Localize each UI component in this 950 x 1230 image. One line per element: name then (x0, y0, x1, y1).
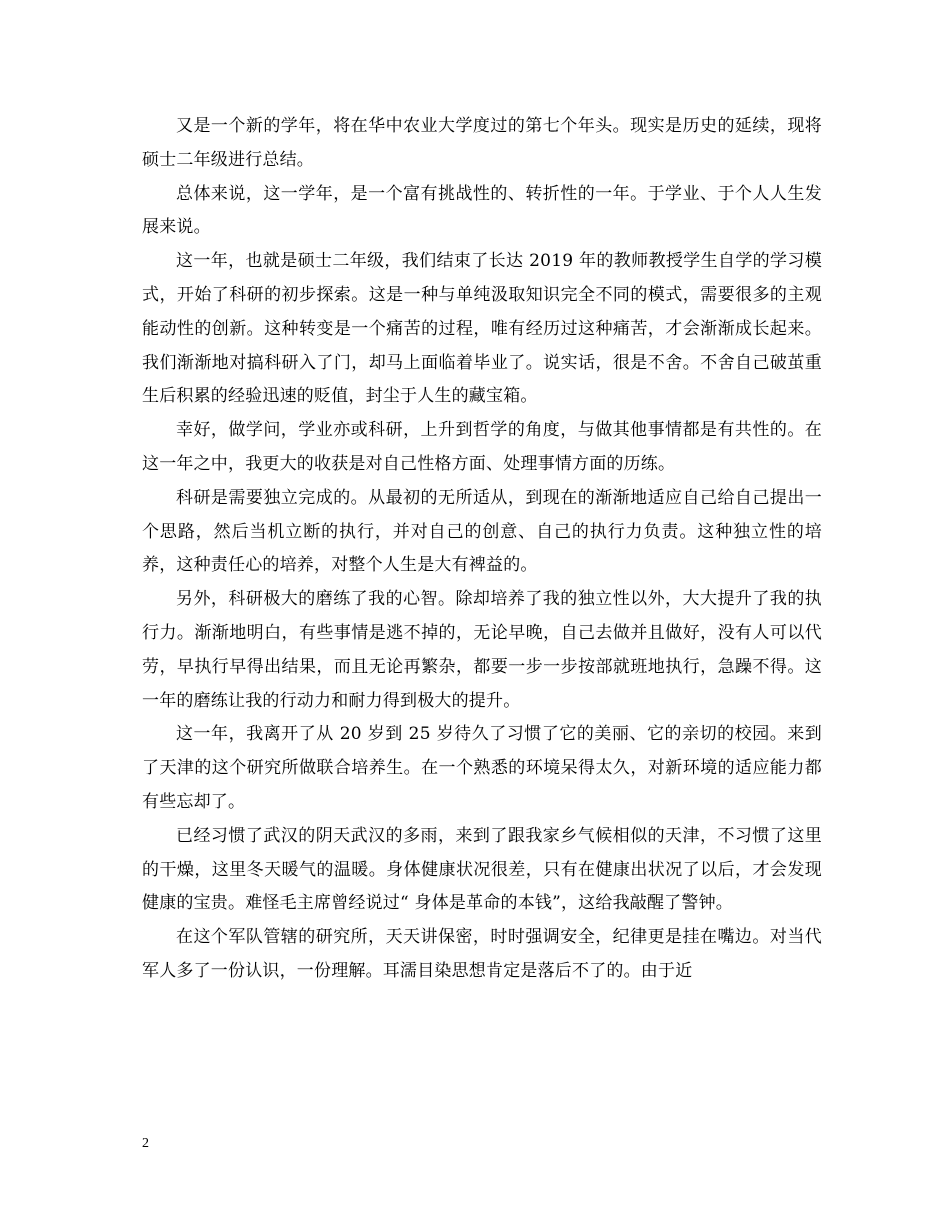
page-number: 2 (142, 1136, 149, 1151)
paragraph-7: 这一年，我离开了从 20 岁到 25 岁待久了习惯了它的美丽、它的亲切的校园。来到了天津的这个研究所做联合培养生。在一个熟悉的环境呆得太久，对新环境的适应能力都有些忘却了。 (142, 724, 822, 812)
paragraph-9: 在这个军队管辖的研究所，天天讲保密，时时强调安全，纪律更是挂在嘴边。对当代军人多了一份认识，一份理解。耳濡目染思想肯定是落后不了的。由于近 (142, 927, 822, 981)
paragraph-3: 这一年，也就是硕士二年级，我们结束了长达 2019 年的教师教授学生自学的学习模式，开始了科研的初步探索。这是一种与单纯汲取知识完全不同的模式，需要很多的主观能动性的创新。这种转变是一个痛苦的过程，唯有经历过这种痛苦，才会渐渐成长起来。我们渐渐地对搞科研入了门，却马上面临着毕业了。说实话，很是不舍。不舍自己破茧重生后积累的经验迅速的贬值，封尘于人生的藏宝箱。 (142, 251, 822, 407)
paragraph-1: 又是一个新的学年，将在华中农业大学度过的第七个年头。现实是历史的延续，现将硕士二年级进行总结。 (142, 116, 822, 170)
paragraph-6: 另外，科研极大的磨练了我的心智。除却培养了我的独立性以外，大大提升了我的执行力。渐渐地明白，有些事情是逃不掉的，无论早晚，自己去做并且做好，没有人可以代劳，早执行早得出结果，而且无论再繁杂，都要一步一步按部就班地执行，急躁不得。这一年的磨练让我的行动力和耐力得到极大的提升。 (142, 589, 822, 711)
paragraph-2: 总体来说，这一学年，是一个富有挑战性的、转折性的一年。于学业、于个人人生发展来说。 (142, 183, 822, 238)
paragraph-8: 已经习惯了武汉的阴天武汉的多雨，来到了跟我家乡气候相似的天津，不习惯了这里的干燥，这里冬天暖气的温暖。身体健康状况很差，只有在健康出状况了以后，才会发现健康的宝贵。难怪毛主席曾经说过“ 身体是革命的本钱”，这给我敲醒了警钟。 (142, 825, 822, 914)
document-body (142, 110, 822, 989)
paragraph-5: 科研是需要独立完成的。从最初的无所适从，到现在的渐渐地适应自己给自己提出一个思路，然后当机立断的执行，并对自己的创意、自己的执行力负责。这种独立性的培养，这种责任心的培养，对整个人生是大有裨益的。 (142, 487, 822, 576)
paragraph-4: 幸好，做学问，学业亦或科研，上升到哲学的角度，与做其他事情都是有共性的。在这一年之中，我更大的收获是对自己性格方面、处理事情方面的历练。 (142, 420, 822, 474)
